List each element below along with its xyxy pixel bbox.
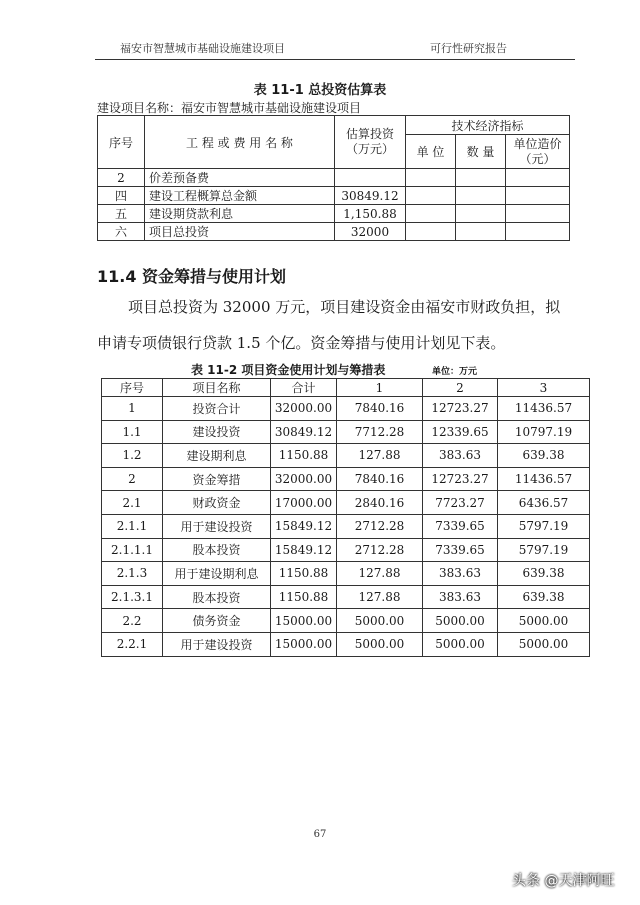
t1-cell-cost (506, 187, 570, 205)
table-row (102, 562, 590, 586)
t2-cell-name: 用于建设投资 (163, 514, 271, 538)
t2-cell-year3: 639.38 (498, 585, 590, 609)
t2-cell-year2: 12339.65 (423, 420, 498, 444)
t2-cell-seq: 2.1.1.1 (102, 538, 163, 562)
t2-cell-year3: 639.38 (498, 444, 590, 468)
t2-cell-year2: 12723.27 (423, 467, 498, 491)
t2-cell-seq: 2 (102, 467, 163, 491)
t2-cell-seq: 1 (102, 397, 163, 421)
t2-cell-name: 股本投资 (163, 585, 271, 609)
table-row (102, 420, 590, 444)
t2-cell-year3: 639.38 (498, 562, 590, 586)
t2-cell-total: 32000.00 (271, 467, 337, 491)
table-row (102, 467, 590, 491)
t2-cell-year3: 5000.00 (498, 632, 590, 656)
table-row (102, 397, 590, 421)
t2-cell-year3: 5797.19 (498, 538, 590, 562)
table-row (102, 538, 590, 562)
header-project-name: 福安市智慧城市基础设施建设项目 (120, 42, 285, 55)
t2-cell-year1: 5000.00 (337, 609, 423, 633)
t1-cell-seq: 六 (98, 223, 145, 241)
t2-cell-year3: 11436.57 (498, 397, 590, 421)
t1-cell-qty (456, 205, 506, 223)
investment-estimate-table (97, 115, 570, 241)
t2-cell-year2: 383.63 (423, 444, 498, 468)
t1-header-tech: 技术经济指标 (406, 116, 570, 135)
t2-cell-year1: 7712.28 (337, 420, 423, 444)
t2-cell-year2: 383.63 (423, 562, 498, 586)
t1-cell-amount: 1,150.88 (335, 205, 406, 223)
t2-cell-total: 15849.12 (271, 514, 337, 538)
t2-cell-year3: 5797.19 (498, 514, 590, 538)
table2-unit: 单位：万元 (432, 367, 478, 377)
table-row (98, 205, 570, 223)
t2-cell-year1: 5000.00 (337, 632, 423, 656)
t2-cell-name: 投资合计 (163, 397, 271, 421)
table2-title: 表 11-2 项目资金使用计划与筹措表 (191, 363, 386, 377)
t2-cell-year1: 7840.16 (337, 467, 423, 491)
t2-cell-seq: 2.1.1 (102, 514, 163, 538)
t2-cell-year1: 127.88 (337, 562, 423, 586)
t1-cell-seq: 五 (98, 205, 145, 223)
t2-cell-year3: 10797.19 (498, 420, 590, 444)
t1-cell-unit (406, 169, 456, 187)
t2-cell-seq: 2.2 (102, 609, 163, 633)
section-heading: 11.4 资金筹措与使用计划 (97, 267, 287, 286)
header-report-type: 可行性研究报告 (430, 42, 507, 55)
t1-header-estimate-line2: （万元） (345, 142, 394, 156)
t1-header-qty: 数 量 (456, 135, 506, 169)
t2-cell-year2: 7339.65 (423, 514, 498, 538)
table1-project-name: 建设项目名称：福安市智慧城市基础设施建设项目 (97, 101, 362, 115)
funding-plan-table (101, 378, 590, 657)
t2-cell-year1: 2712.28 (337, 538, 423, 562)
t2-cell-total: 30849.12 (271, 420, 337, 444)
t2-cell-seq: 2.1.3 (102, 562, 163, 586)
watermark: 头条 @天津阿旺 (512, 873, 615, 889)
t2-cell-year2: 12723.27 (423, 397, 498, 421)
t2-cell-name: 债务资金 (163, 609, 271, 633)
t2-cell-name: 财政资金 (163, 491, 271, 515)
t2-cell-total: 32000.00 (271, 397, 337, 421)
t1-cell-unit (406, 205, 456, 223)
table-row (98, 223, 570, 241)
page-number: 67 (313, 829, 327, 840)
t2-cell-year2: 5000.00 (423, 632, 498, 656)
t2-cell-year1: 2712.28 (337, 514, 423, 538)
t2-cell-year1: 127.88 (337, 585, 423, 609)
t1-cell-unit (406, 187, 456, 205)
t2-cell-year2: 7723.27 (423, 491, 498, 515)
t1-cell-cost (506, 169, 570, 187)
body-paragraph-line1: 项目总投资为 32000 万元，项目建设资金由福安市财政负担，拟 (128, 298, 561, 316)
t2-cell-name: 资金筹措 (163, 467, 271, 491)
table1-title: 表 11-1 总投资估算表 (253, 83, 387, 98)
t1-cell-amount: 32000 (335, 223, 406, 241)
t2-cell-year1: 7840.16 (337, 397, 423, 421)
t2-cell-name: 建设投资 (163, 420, 271, 444)
t1-cell-cost (506, 223, 570, 241)
t2-header-cell: 2 (423, 379, 498, 397)
t2-cell-seq: 2.1.3.1 (102, 585, 163, 609)
table-header-row (102, 379, 590, 397)
t1-cell-cost (506, 205, 570, 223)
table-row (102, 491, 590, 515)
t2-cell-total: 17000.00 (271, 491, 337, 515)
table-row (102, 609, 590, 633)
table-row (102, 585, 590, 609)
t2-cell-seq: 1.2 (102, 444, 163, 468)
t1-header-seq: 序号 (98, 116, 145, 169)
t1-header-estimate-line1: 估算投资 (345, 127, 394, 141)
t1-cell-amount: 30849.12 (335, 187, 406, 205)
t1-cell-name: 价差预备费 (145, 169, 335, 187)
t1-header-unit: 单 位 (406, 135, 456, 169)
t2-cell-total: 15000.00 (271, 609, 337, 633)
t1-cell-qty (456, 169, 506, 187)
t1-header-cost-line2: （元） (519, 151, 556, 166)
t2-cell-total: 1150.88 (271, 562, 337, 586)
t2-cell-name: 建设期利息 (163, 444, 271, 468)
t2-cell-seq: 2.1 (102, 491, 163, 515)
table-row (102, 632, 590, 656)
t1-cell-unit (406, 223, 456, 241)
t1-cell-seq: 2 (98, 169, 145, 187)
t1-header-cost (506, 135, 570, 169)
t1-cell-amount (335, 169, 406, 187)
t2-cell-year2: 5000.00 (423, 609, 498, 633)
t1-cell-seq: 四 (98, 187, 145, 205)
t1-header-cost-line1: 单位造价 (513, 136, 562, 151)
body-paragraph-line2: 申请专项债银行贷款 1.5 个亿。资金筹措与使用计划见下表。 (97, 334, 506, 352)
t1-cell-name: 建设期贷款利息 (145, 205, 335, 223)
t2-header-cell: 1 (337, 379, 423, 397)
t2-header-cell: 序号 (102, 379, 163, 397)
table-row (98, 169, 570, 187)
t2-cell-year1: 127.88 (337, 444, 423, 468)
header-divider (95, 59, 575, 60)
t2-cell-year3: 6436.57 (498, 491, 590, 515)
t2-header-cell: 合计 (271, 379, 337, 397)
t2-cell-seq: 1.1 (102, 420, 163, 444)
table-row (102, 514, 590, 538)
t1-header-estimate (335, 116, 406, 169)
t2-cell-year1: 2840.16 (337, 491, 423, 515)
t2-cell-name: 用于建设期利息 (163, 562, 271, 586)
t2-cell-total: 15849.12 (271, 538, 337, 562)
t2-cell-total: 1150.88 (271, 444, 337, 468)
t1-header-name: 工 程 或 费 用 名 称 (145, 116, 335, 169)
t1-cell-name: 项目总投资 (145, 223, 335, 241)
t1-cell-qty (456, 187, 506, 205)
t2-header-cell: 项目名称 (163, 379, 271, 397)
t2-cell-name: 股本投资 (163, 538, 271, 562)
t2-cell-name: 用于建设投资 (163, 632, 271, 656)
t2-cell-total: 1150.88 (271, 585, 337, 609)
t2-cell-seq: 2.2.1 (102, 632, 163, 656)
t1-cell-qty (456, 223, 506, 241)
t2-header-cell: 3 (498, 379, 590, 397)
t2-cell-year2: 383.63 (423, 585, 498, 609)
table-row (102, 444, 590, 468)
t2-cell-total: 15000.00 (271, 632, 337, 656)
t2-cell-year3: 11436.57 (498, 467, 590, 491)
t1-cell-name: 建设工程概算总金额 (145, 187, 335, 205)
table-row (98, 187, 570, 205)
t2-cell-year3: 5000.00 (498, 609, 590, 633)
t2-cell-year2: 7339.65 (423, 538, 498, 562)
